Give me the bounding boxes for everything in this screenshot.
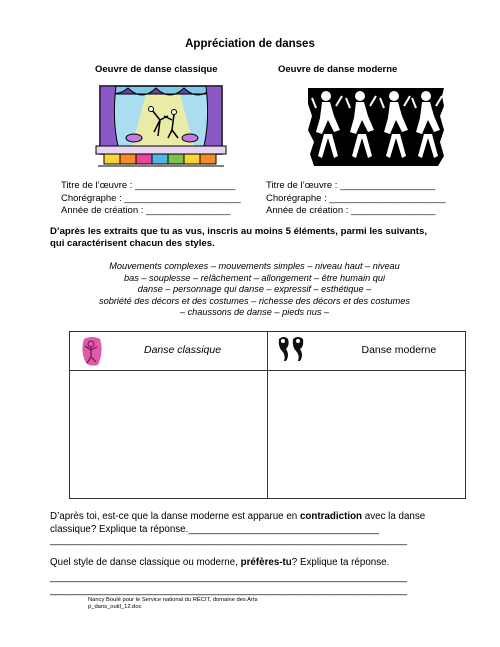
ballerina-icon	[80, 335, 104, 367]
term-line: – chaussons de danse – pieds nus –	[179, 307, 330, 318]
answer-line[interactable]: ____________________________________________________________________	[50, 572, 407, 583]
question1-line-2: classique? Explique ta réponse.___________________________________	[50, 524, 380, 535]
modern-year-field: Année de création : ________________	[266, 205, 436, 216]
question2-keyword: préfères-tu	[240, 557, 292, 568]
modern-title-field: Titre de l’œuvre : __________________	[266, 180, 436, 191]
term-list	[52, 261, 457, 319]
classical-year-field: Année de création : ________________	[61, 205, 231, 216]
instructions-line-2: qui caractérisent chacun des styles.	[50, 238, 215, 249]
modern-heading: Oeuvre de danse moderne	[278, 64, 398, 75]
page-title: Appréciation de danses	[185, 38, 315, 50]
classical-choreographer-field: Chorégraphe : ______________________	[61, 192, 241, 204]
footer-filename: p_dans_outil_12.doc	[88, 604, 142, 611]
modern-choreographer-field: Chorégraphe : ______________________	[266, 192, 446, 204]
classical-answer-cell[interactable]	[70, 371, 268, 499]
footer	[88, 597, 258, 612]
classical-header-label: Danse classique	[144, 344, 222, 356]
modern-dancer-icon	[276, 335, 306, 363]
instructions	[50, 226, 470, 250]
answer-line[interactable]: ____________________________________________________________________	[50, 535, 407, 546]
term-line: Mouvements complexes – mouvements simples – niveau haut – niveau	[109, 261, 400, 271]
modern-header-cell	[267, 332, 466, 371]
question2-text: Quel style de danse classique ou moderne,	[50, 557, 241, 568]
ballet-stage-illustration	[94, 80, 228, 172]
classical-title-field: Titre de l’œuvre : ___________________	[61, 180, 236, 191]
instructions-line-1: D’après les extraits que tu as vus, inscris au moins 5 éléments, parmi les suivants,	[50, 226, 427, 237]
term-line: bas – souplesse – relâchement – allongement – être humain qui	[124, 272, 385, 283]
classical-heading: Oeuvre de danse classique	[95, 64, 218, 75]
question-preference	[50, 556, 389, 569]
question1-keyword: contradiction	[299, 511, 363, 522]
question1-text: D’après toi, est-ce que la danse moderne est apparue en	[50, 511, 300, 522]
modern-answer-cell[interactable]	[267, 371, 466, 499]
footer-credit: Nancy Boulé pour le Service national du RÉCIT, domaine des Arts	[88, 597, 258, 603]
modern-header-label: Danse moderne	[361, 344, 437, 356]
modern-dancers-silhouette	[306, 86, 446, 168]
answer-line[interactable]: ____________________________________________________________________	[50, 585, 407, 596]
question-contradiction	[50, 510, 425, 536]
comparison-table	[69, 331, 466, 499]
question1-text-end: avec la danse	[362, 511, 426, 522]
term-line: danse – personnage qui danse – expressif – esthétique –	[137, 284, 372, 295]
classical-header-cell	[70, 332, 268, 371]
question2-text-end: ? Explique ta réponse.	[291, 557, 390, 568]
term-line: sobriété des décors et des costumes – richesse des décors et des costumes	[99, 295, 410, 306]
